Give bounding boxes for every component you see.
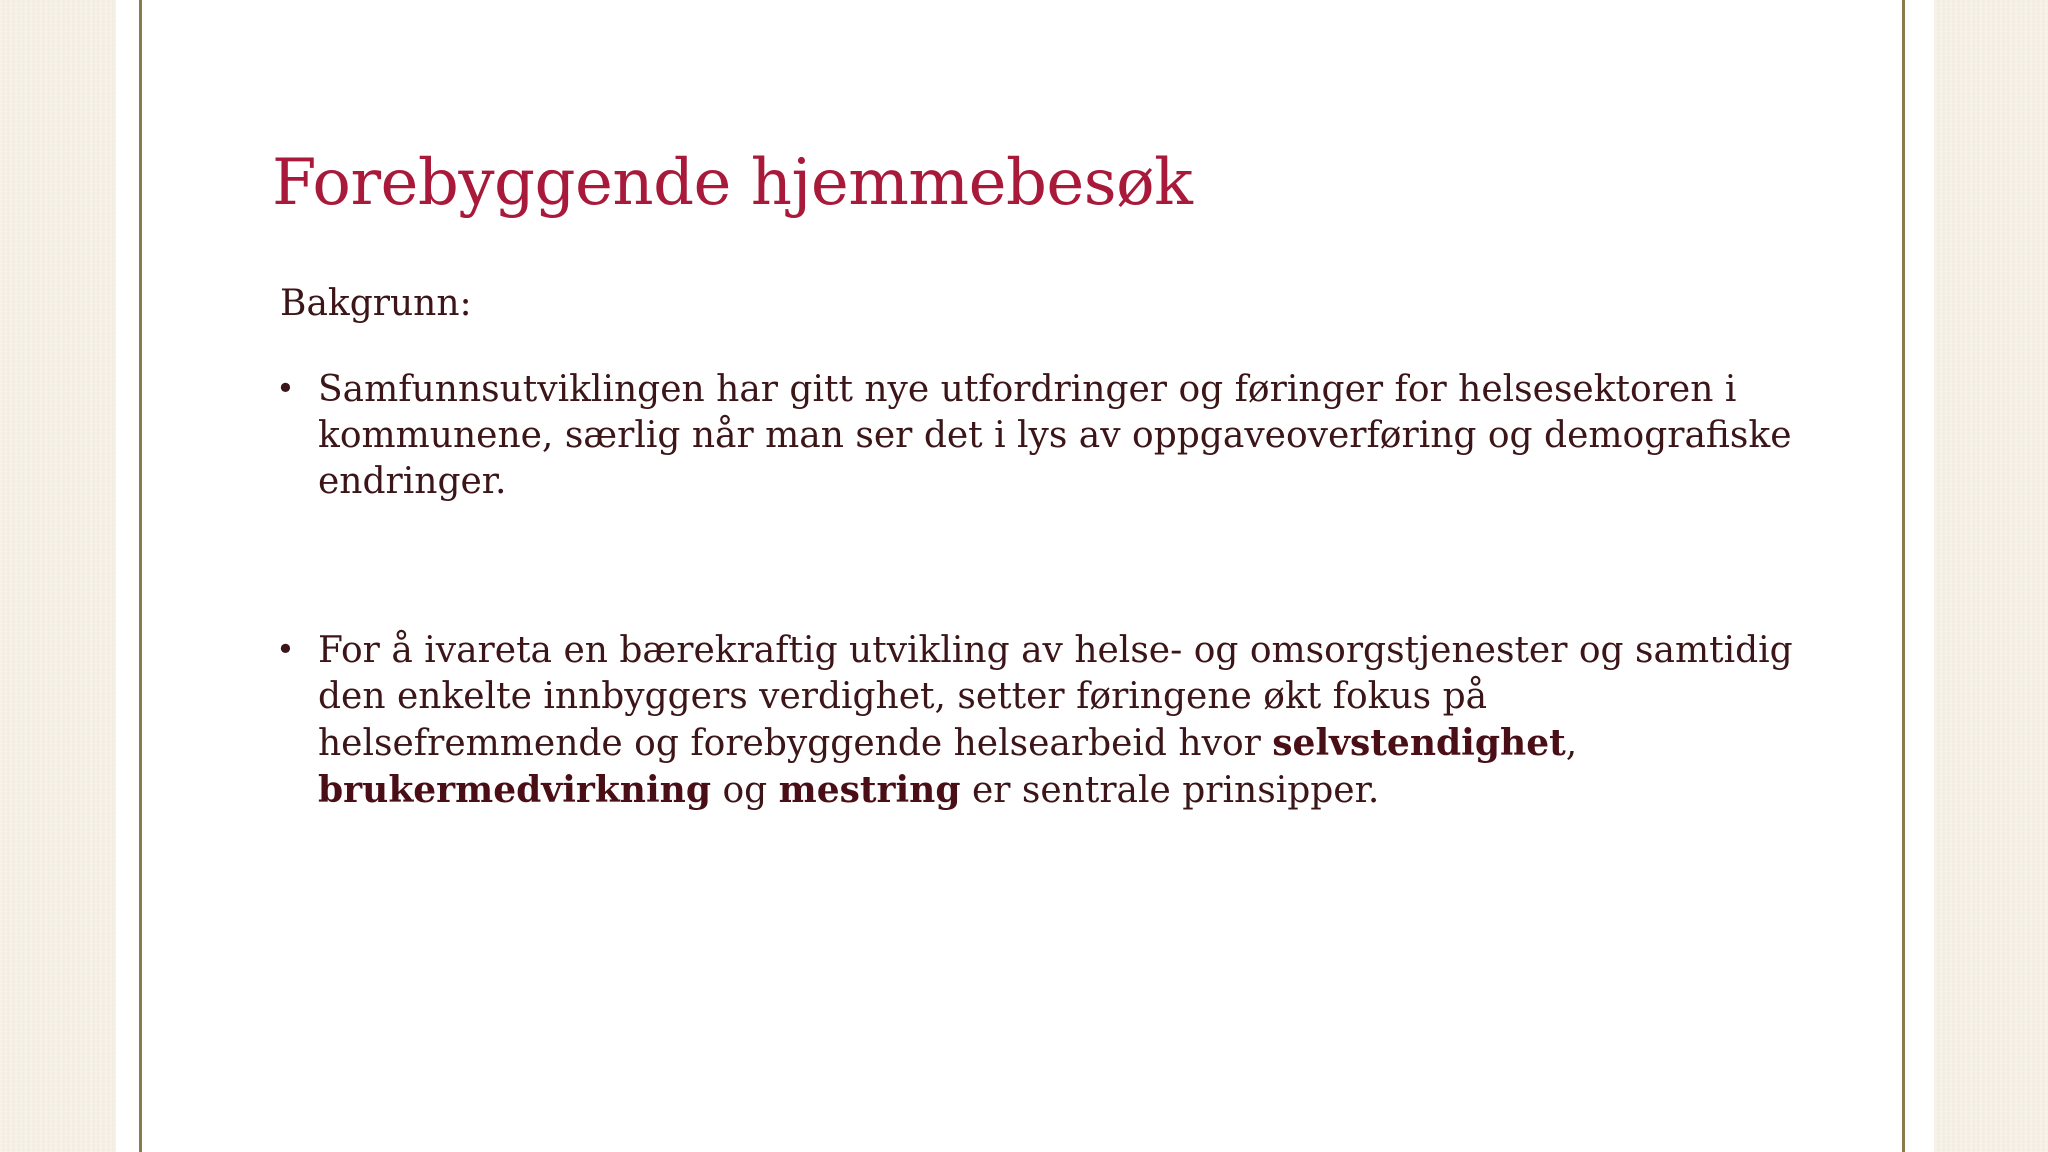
slide-title: Forebyggende hjemmebesøk [272, 146, 1193, 220]
bullet-text-separator: , [1565, 723, 1578, 764]
bold-term-brukermedvirkning: brukermedvirkning [318, 769, 711, 811]
bold-term-selvstendighet: selvstendighet [1272, 722, 1566, 764]
intro-label: Bakgrunn: [280, 283, 472, 324]
bullet-item-1 [274, 367, 1794, 505]
bullet-item-2 [274, 628, 1794, 814]
bold-term-mestring: mestring [778, 769, 961, 811]
bullet-marker: • [276, 369, 295, 407]
bullet-text: Samfunnsutviklingen har gitt nye utfordringer og føringer for helsesektoren i kommunene, særlig når man ser det i lys av oppgaveoverføring og demografiske endringer. [318, 369, 1792, 502]
bullet-marker: • [276, 630, 295, 668]
bullet-text-part: er sentrale prinsipper. [960, 770, 1380, 811]
bullet-text-part: For å ivareta en bærekraftig utvikling av helse- og omsorgstjenester og samtidig den enkelte innbyggers verdighet, setter føringene økt fokus på helsefremmende og forebyggende helsearbeid hvor [318, 630, 1793, 764]
bullet-text-separator: og [711, 770, 779, 811]
